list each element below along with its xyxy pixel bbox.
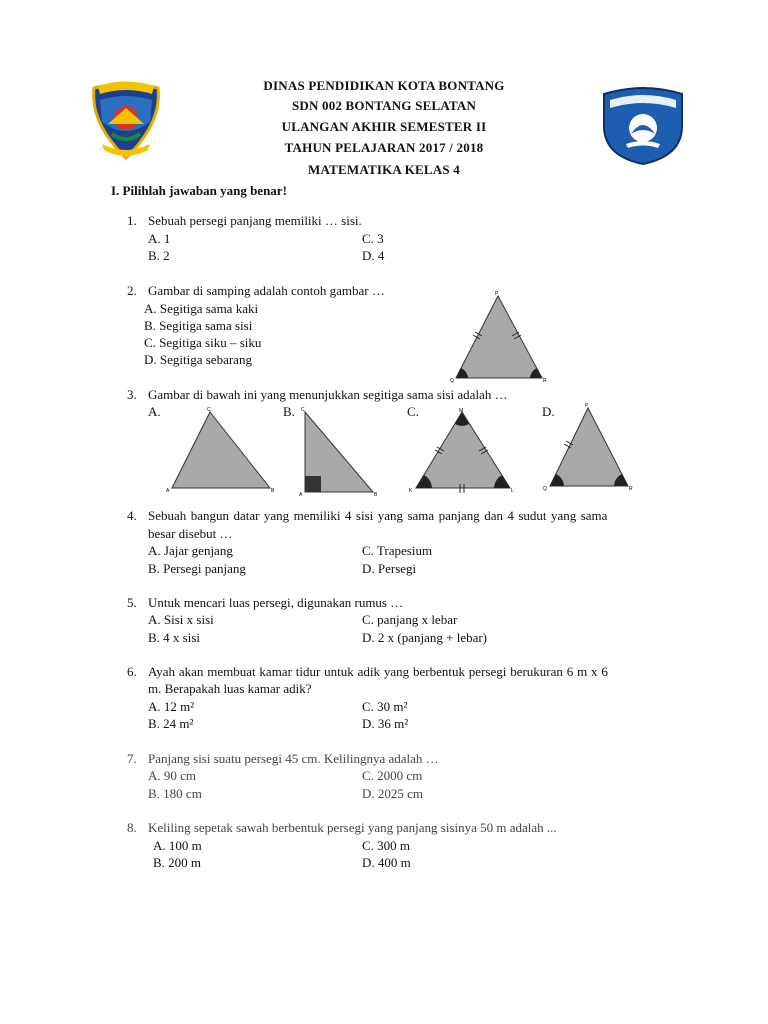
q3b-label-left: A (299, 492, 303, 496)
q3c-label-left: K (409, 488, 413, 494)
q7-option-a: A. 90 cm (148, 768, 197, 783)
q5-option-a: A. Sisi x sisi (148, 612, 214, 627)
q5-option-d: D. 2 x (panjang + lebar) (362, 630, 488, 645)
q2-fig-label-left: Q (450, 378, 454, 384)
q8-text: Keliling sepetak sawah berbentuk persegi yang panjang sisinya 50 m adalah ... (148, 820, 557, 835)
q1-number: 1. (127, 213, 137, 228)
q1-text: Sebuah persegi panjang memiliki … sisi. (148, 213, 362, 228)
q6-option-b: B. 24 m² (148, 716, 194, 731)
q3-option-c: C. (407, 404, 419, 419)
q6-text-line1: Ayah akan membuat kamar tidur untuk adik yang berbentuk persegi berukuran 6 m x 6 (148, 664, 608, 679)
q6-option-a: A. 12 m² (148, 699, 195, 714)
q4-option-c: C. Trapesium (362, 543, 433, 558)
q3d-label-right: R (629, 486, 633, 492)
q3-option-d: D. (542, 404, 555, 419)
q2-option-a: A. Segitiga sama kaki (144, 301, 259, 316)
q8-number: 8. (127, 820, 137, 835)
q1-option-b: B. 2 (148, 248, 170, 263)
q8-option-d: D. 400 m (362, 855, 411, 870)
q4-option-b: B. Persegi panjang (148, 561, 246, 576)
q3b-label-right: B (374, 492, 378, 496)
q3-figure-c-equilateral-triangle (406, 406, 522, 496)
q6-text-line2: m. Berapakah luas kamar adik? (148, 681, 312, 696)
q8-option-c: C. 300 m (362, 838, 411, 853)
q3c-label-top: M (459, 408, 464, 414)
q5-text: Untuk mencari luas persegi, digunakan rumus … (148, 595, 404, 610)
q7-option-c: C. 2000 cm (362, 768, 423, 783)
q5-option-c: C. panjang x lebar (362, 612, 458, 627)
q3a-label-top: C (207, 407, 211, 413)
q3-text: Gambar di bawah ini yang menunjukkan segitiga sama sisi adalah … (148, 387, 508, 402)
q2-option-b: B. Segitiga sama sisi (144, 318, 253, 333)
q4-text-line1: Sebuah bangun datar yang memiliki 4 sisi yang sama panjang dan 4 sudut yang sama (148, 508, 608, 523)
q2-fig-label-right: R (543, 378, 547, 384)
q7-option-b: B. 180 cm (148, 786, 202, 801)
q2-isosceles-triangle-figure (446, 288, 556, 384)
q4-number: 4. (127, 508, 137, 523)
q3-option-b: B. (283, 404, 295, 419)
q3b-label-top: C (301, 407, 305, 413)
header-line-4: TAHUN PELAJARAN 2017 / 2018 (284, 140, 484, 155)
q6-number: 6. (127, 664, 137, 679)
q3c-label-right: L (511, 488, 514, 494)
header-line-1: DINAS PENDIDIKAN KOTA BONTANG (263, 78, 505, 93)
q2-option-d: D. Segitiga sebarang (144, 352, 252, 367)
q7-option-d: D. 2025 cm (362, 786, 424, 801)
q1-option-c: C. 3 (362, 231, 384, 246)
q3a-label-right: B (271, 488, 275, 494)
q2-option-c: C. Segitiga siku – siku (144, 335, 262, 350)
q3-figure-a-triangle (166, 404, 278, 496)
q4-text-line2: besar disebut … (148, 526, 233, 541)
header-line-2: SDN 002 BONTANG SELATAN (291, 98, 477, 113)
header-line-3: ULANGAN AKHIR SEMESTER II (281, 119, 487, 134)
q4-option-d: D. Persegi (362, 561, 417, 576)
q8-option-a: A. 100 m (153, 838, 202, 853)
q3d-label-top: P (585, 403, 589, 409)
section-title: I. Pilihlah jawaban yang benar! (111, 183, 287, 198)
q3-figure-d-isosceles-triangle (542, 400, 638, 492)
q4-option-a: A. Jajar genjang (148, 543, 233, 558)
q3-number: 3. (127, 387, 137, 402)
q7-number: 7. (127, 751, 137, 766)
q7-text: Panjang sisi suatu persegi 45 cm. Kelilingnya adalah … (148, 751, 439, 766)
q8-option-b: B. 200 m (153, 855, 202, 870)
q5-number: 5. (127, 595, 137, 610)
q3a-label-left: A (166, 488, 170, 494)
q1-option-d: D. 4 (362, 248, 385, 263)
q3-figure-b-right-triangle (299, 404, 381, 496)
q6-option-d: D. 36 m² (362, 716, 409, 731)
q5-option-b: B. 4 x sisi (148, 630, 201, 645)
q3d-label-left: Q (543, 486, 547, 492)
q2-text: Gambar di samping adalah contoh gambar … (148, 283, 385, 298)
q2-number: 2. (127, 283, 137, 298)
q1-option-a: A. 1 (148, 231, 171, 246)
header-line-5: MATEMATIKA KELAS 4 (308, 162, 460, 177)
q2-fig-label-top: P (495, 291, 499, 297)
q6-option-c: C. 30 m² (362, 699, 408, 714)
q3-option-a: A. (148, 404, 161, 419)
